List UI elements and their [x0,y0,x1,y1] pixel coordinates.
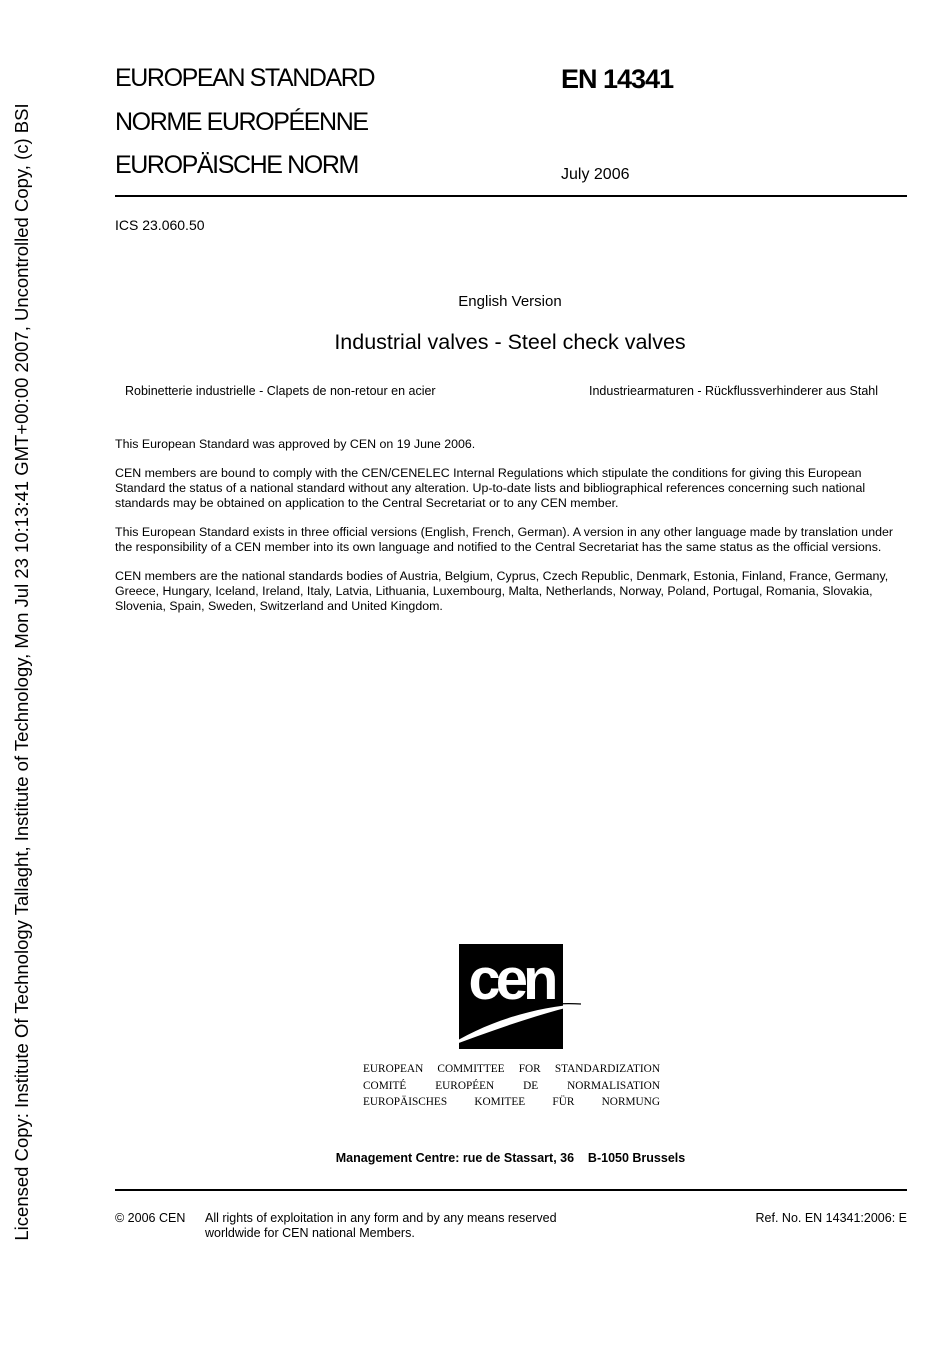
document-title: Industrial valves - Steel check valves [334,330,686,354]
committee-english: EUROPEAN COMMITTEE FOR STANDARDIZATION [363,1063,660,1075]
watermark-text: Licensed Copy: Institute Of Technology Tallaght, Institute of Technology, Mon Jul 23 10:13:41 GMT+00:00 2007, Uncontrolled Copy, (c) BSI [11,103,32,1241]
header-rule [115,195,907,197]
rights-notice [205,1211,557,1241]
french-title: Robinetterie industrielle - Clapets de non-retour en acier [125,384,436,398]
members-paragraph: CEN members are the national standards bodies of Austria, Belgium, Cyprus, Czech Republic, Denmark, Estonia, Finland, France, Germany, Greece, Hungary, Iceland, Ireland, Italy, Latvia, Lithuania, Luxembourg, Malta, Netherlands, Norway, Poland, Portugal, Romania, Slovakia, Slovenia, Spain, Sweden, Switzerland and United Kingdom. [115,569,889,613]
title-french: NORME EUROPÉENNE [115,108,368,136]
german-title: Industriearmaturen - Rückflussverhinderer aus Stahl [589,384,879,398]
version-label: English Version [458,293,562,310]
footer-rule [115,1189,907,1191]
management-centre: Management Centre: rue de Stassart, 36 B-1050 Brussels [335,1151,686,1165]
committee-names [363,1061,660,1111]
committee-german: EUROPÄISCHES KOMITEE FÜR NORMUNG [363,1096,660,1108]
side-watermark [0,0,44,1345]
title-german: EUROPÄISCHE NORM [115,151,358,179]
body-text [115,437,910,628]
versions-paragraph: This European Standard exists in three official versions (English, French, German). A version in any other language made by translation under the responsibility of a CEN member into its own language and notified to the Central Secretariat has the same status as the official versions. [115,525,894,554]
copyright: © 2006 CEN [115,1211,186,1225]
committee-french: COMITÉ EUROPÉEN DE NORMALISATION [363,1079,660,1092]
rights-line-1: All rights of exploitation in any form and by any means reserved [205,1211,557,1225]
logo-text: cen [468,947,554,1012]
regulations-paragraph: CEN members are bound to comply with the CEN/CENELEC Internal Regulations which stipulate the conditions for giving this European Standard the status of a national standard without any alteration. Up-to-date lists and bibliographical references concerning such national standards may be obtained on application to the Central Secretariat or to any CEN member. [115,466,866,510]
publication-date: July 2006 [561,166,630,183]
approval-paragraph: This European Standard was approved by CEN on 19 June 2006. [115,437,476,451]
ics-code: ICS 23.060.50 [115,217,205,233]
cen-logo-icon [443,941,583,1051]
standard-number: EN 14341 [561,64,674,94]
title-english: EUROPEAN STANDARD [115,64,375,92]
rights-line-2: worldwide for CEN national Members. [205,1226,415,1240]
reference-number: Ref. No. EN 14341:2006: E [755,1211,907,1225]
